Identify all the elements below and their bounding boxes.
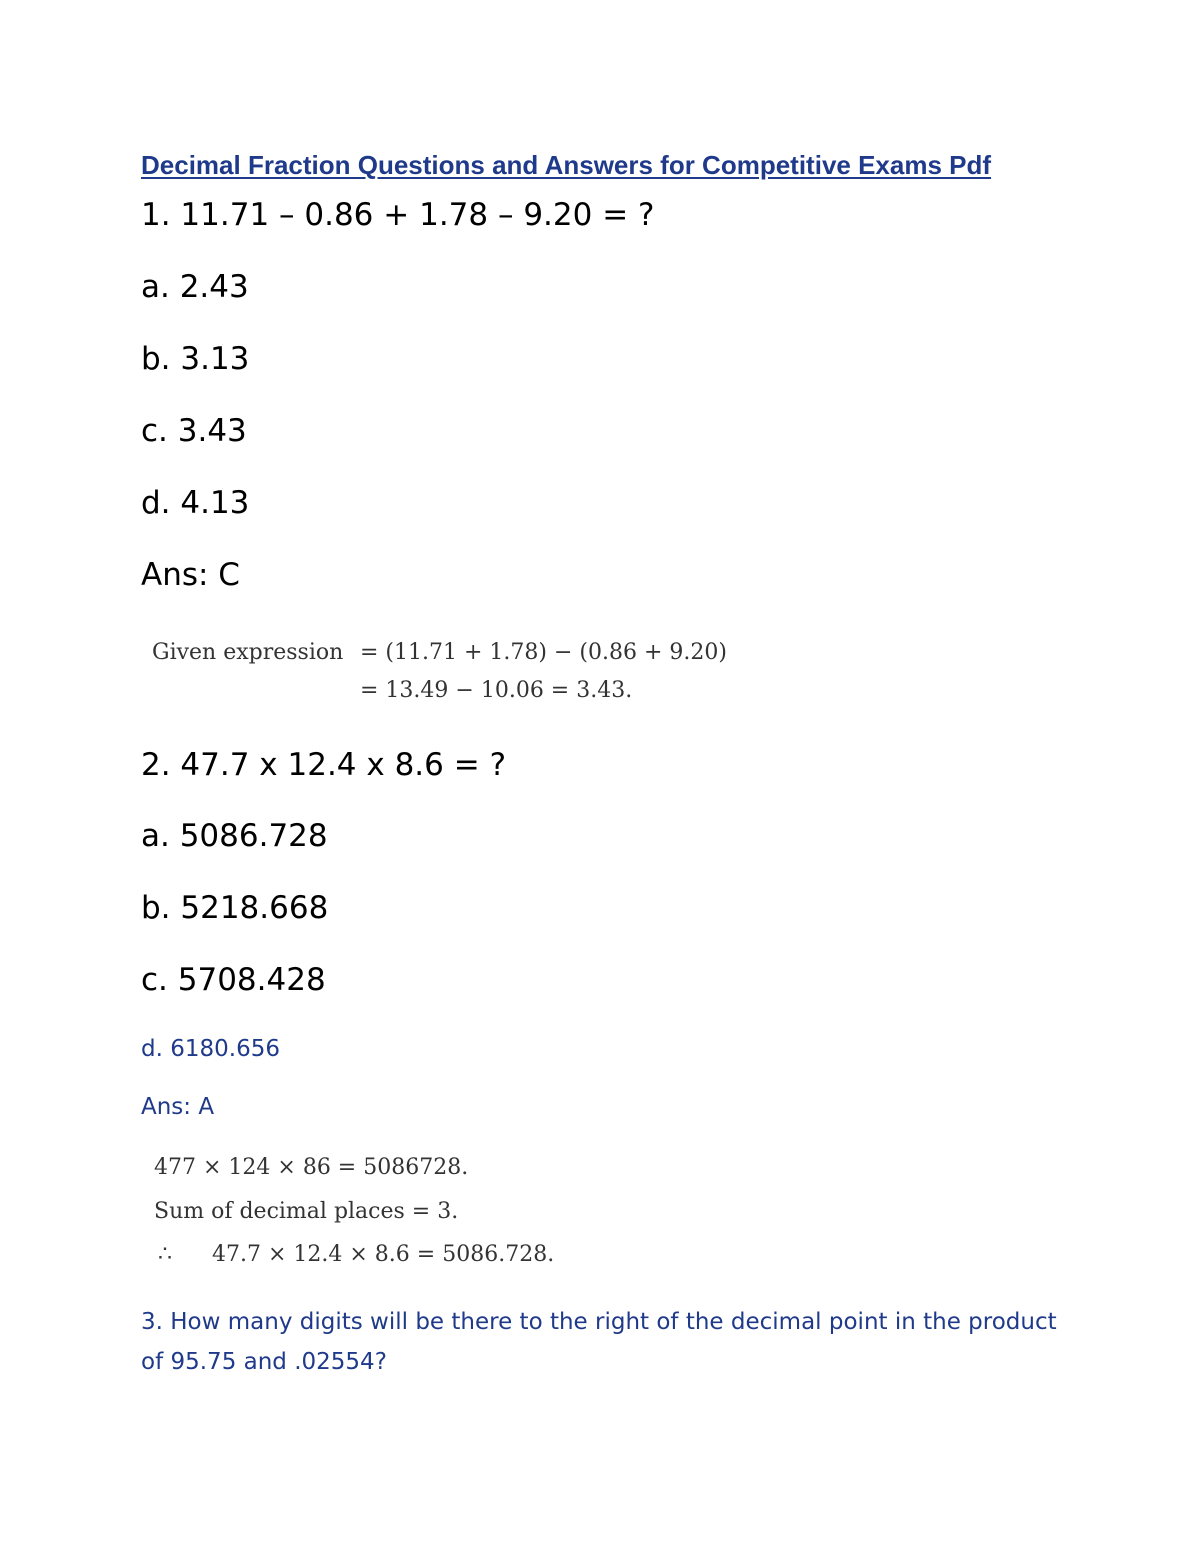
q2-solution-line2: Sum of decimal places = 3. xyxy=(154,1199,459,1224)
q1-option-d: d. 4.13 xyxy=(141,485,250,521)
q1-solution-label: Given expression xyxy=(152,640,344,665)
question-1: 1. 11.71 – 0.86 + 1.78 – 9.20 = ? xyxy=(141,197,655,233)
q1-option-a: a. 2.43 xyxy=(141,269,249,305)
q1-option-b: b. 3.13 xyxy=(141,341,250,377)
q2-option-a: a. 5086.728 xyxy=(141,818,328,854)
q2-answer: Ans: A xyxy=(141,1094,215,1120)
q1-option-c: c. 3.43 xyxy=(141,413,247,449)
q2-option-d: d. 6180.656 xyxy=(141,1036,280,1062)
q2-solution-line3: 47.7 × 12.4 × 8.6 = 5086.728. xyxy=(212,1242,555,1267)
q2-option-c: c. 5708.428 xyxy=(141,962,326,998)
q1-solution-line2: = 13.49 − 10.06 = 3.43. xyxy=(360,678,633,703)
q2-option-b: b. 5218.668 xyxy=(141,890,329,926)
q1-solution-line1: = (11.71 + 1.78) − (0.86 + 9.20) xyxy=(360,640,727,665)
question-2: 2. 47.7 x 12.4 x 8.6 = ? xyxy=(141,747,507,783)
therefore-symbol: ∴ xyxy=(158,1242,172,1267)
document-title: Decimal Fraction Questions and Answers for Competitive Exams Pdf xyxy=(141,150,992,180)
q1-answer: Ans: C xyxy=(141,557,240,593)
question-3: 3. How many digits will be there to the right of the decimal point in the product of 95.75 and .02554? xyxy=(141,1309,1057,1375)
q2-solution-line1: 477 × 124 × 86 = 5086728. xyxy=(154,1155,469,1180)
